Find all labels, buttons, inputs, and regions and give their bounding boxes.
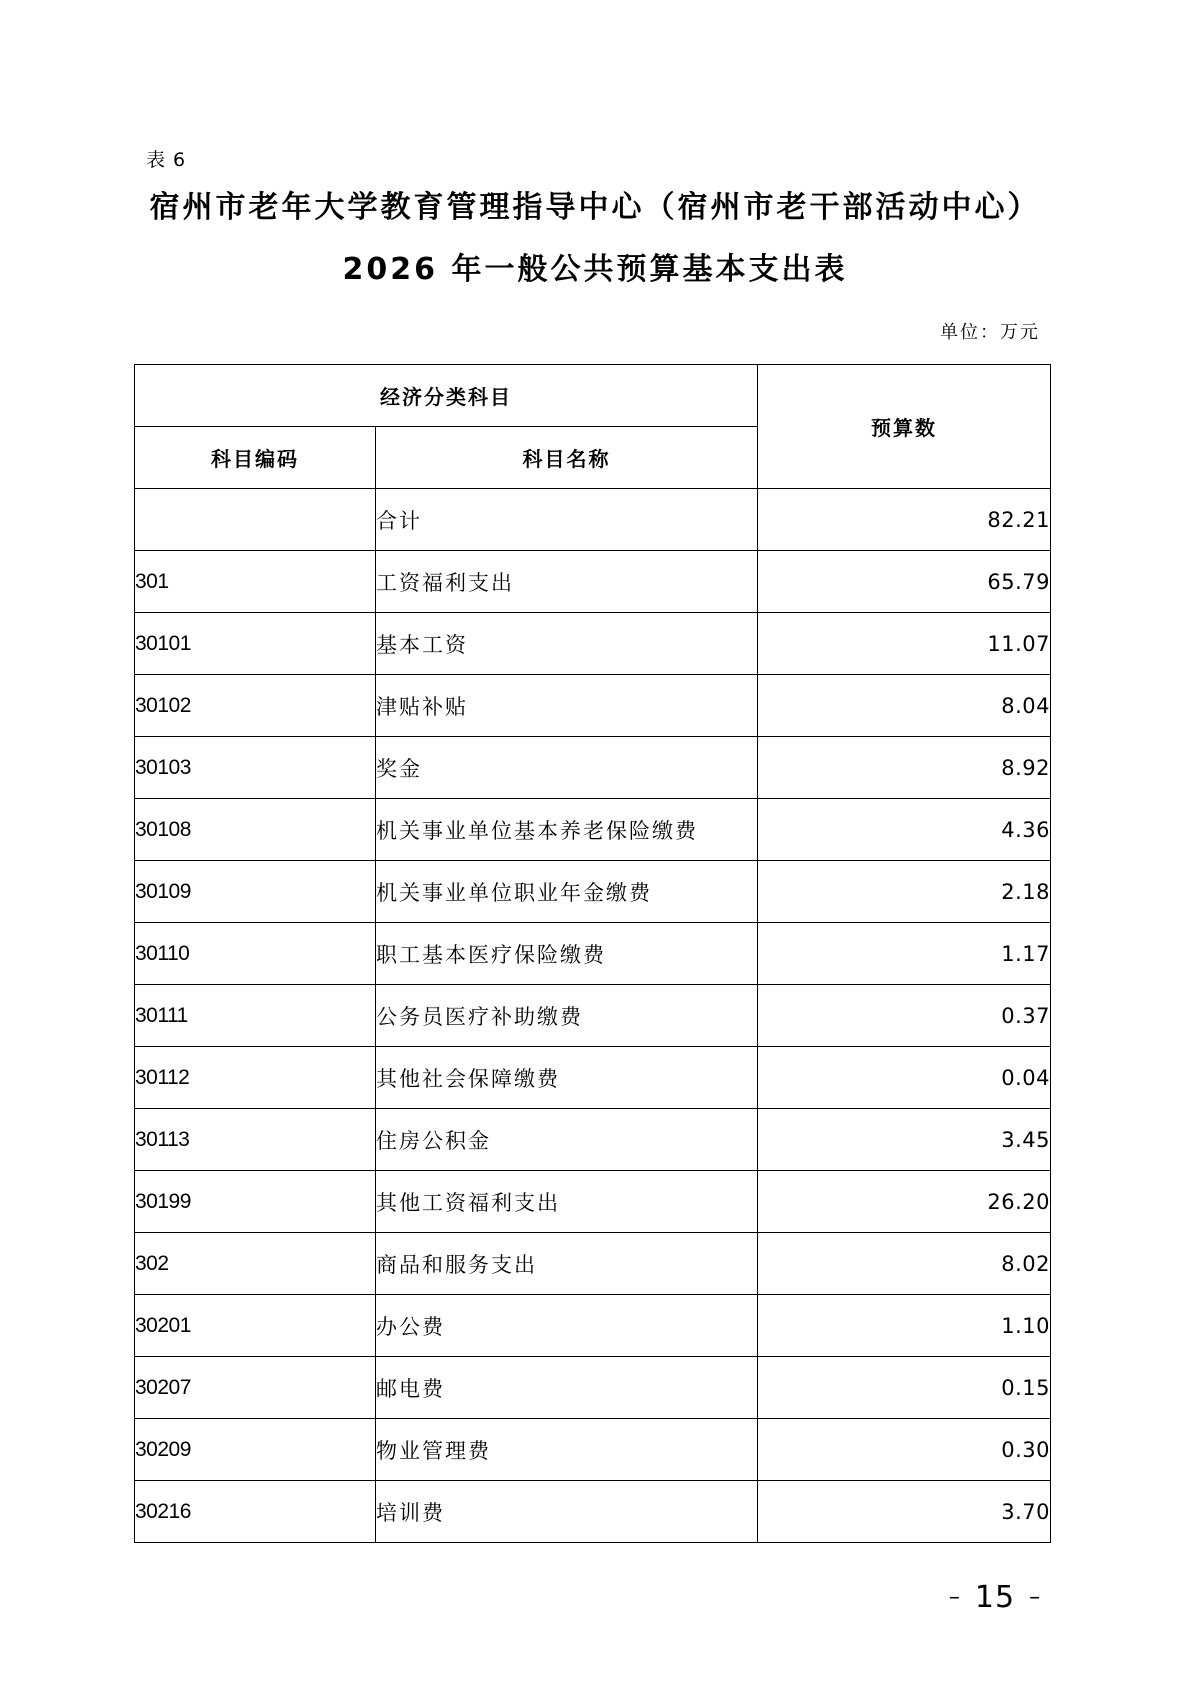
page-title-line-2: 2026 年一般公共预算基本支出表 [342,252,848,287]
table-row [135,1047,1051,1109]
row-name: 津贴补贴 [376,675,758,737]
row-name: 奖金 [376,737,758,799]
table-row [135,1295,1051,1357]
row-name: 邮电费 [376,1357,758,1419]
table-row [135,1171,1051,1233]
page-title-line-1: 宿州市老年大学教育管理指导中心（宿州市老干部活动中心） [149,190,1041,225]
row-name: 公务员医疗补助缴费 [376,985,758,1047]
row-code: 30102 [135,675,376,737]
row-code: 302 [135,1233,376,1295]
page-dash-right: – [1029,1585,1042,1610]
row-code: 301 [135,551,376,613]
table-row [135,1357,1051,1419]
row-code: 30216 [135,1481,376,1543]
table-row [135,985,1051,1047]
row-amount: 0.04 [758,1047,1051,1109]
row-code: 30207 [135,1357,376,1419]
unit-label: 单位：万元 [940,322,1040,343]
row-amount: 26.20 [758,1171,1051,1233]
row-name: 住房公积金 [376,1109,758,1171]
row-amount: 0.30 [758,1419,1051,1481]
page-number [930,1578,1060,1618]
row-code: 30108 [135,799,376,861]
table-body [135,489,1051,1543]
table-row [135,1419,1051,1481]
row-name: 其他社会保障缴费 [376,1047,758,1109]
row-name: 商品和服务支出 [376,1233,758,1295]
table-row [135,1481,1051,1543]
row-code [135,489,376,551]
row-name: 机关事业单位基本养老保险缴费 [376,799,758,861]
row-code: 30199 [135,1171,376,1233]
table-row [135,1109,1051,1171]
header-row-1 [135,365,1051,427]
row-amount: 8.92 [758,737,1051,799]
table-row [135,489,1051,551]
row-amount: 8.04 [758,675,1051,737]
table-row [135,861,1051,923]
row-amount: 8.02 [758,1233,1051,1295]
table-row [135,675,1051,737]
row-name: 基本工资 [376,613,758,675]
row-code: 30110 [135,923,376,985]
table-row [135,923,1051,985]
row-code: 30111 [135,985,376,1047]
row-amount: 4.36 [758,799,1051,861]
table-row [135,551,1051,613]
row-name: 培训费 [376,1481,758,1543]
row-name: 机关事业单位职业年金缴费 [376,861,758,923]
row-amount: 3.70 [758,1481,1051,1543]
row-name: 职工基本医疗保险缴费 [376,923,758,985]
table-row [135,1233,1051,1295]
row-name: 工资福利支出 [376,551,758,613]
header-code: 科目编码 [135,427,376,489]
row-name: 其他工资福利支出 [376,1171,758,1233]
budget-table [134,364,1051,1543]
row-amount: 65.79 [758,551,1051,613]
table-row [135,737,1051,799]
page-number-value: 15 [974,1580,1016,1615]
header-economic-class: 经济分类科目 [135,365,758,427]
row-code: 30103 [135,737,376,799]
row-amount: 11.07 [758,613,1051,675]
row-name: 物业管理费 [376,1419,758,1481]
row-code: 30101 [135,613,376,675]
header-amount: 预算数 [758,365,1051,489]
row-amount: 3.45 [758,1109,1051,1171]
row-name: 合计 [376,489,758,551]
row-amount: 2.18 [758,861,1051,923]
row-amount: 1.17 [758,923,1051,985]
table-row [135,799,1051,861]
row-amount: 1.10 [758,1295,1051,1357]
row-code: 30209 [135,1419,376,1481]
row-amount: 82.21 [758,489,1051,551]
row-name: 办公费 [376,1295,758,1357]
row-code: 30112 [135,1047,376,1109]
row-amount: 0.15 [758,1357,1051,1419]
row-code: 30201 [135,1295,376,1357]
header-name: 科目名称 [376,427,758,489]
table-label: 表 6 [146,149,187,171]
page-dash-left: – [948,1585,961,1610]
row-amount: 0.37 [758,985,1051,1047]
row-code: 30109 [135,861,376,923]
table-row [135,613,1051,675]
row-code: 30113 [135,1109,376,1171]
